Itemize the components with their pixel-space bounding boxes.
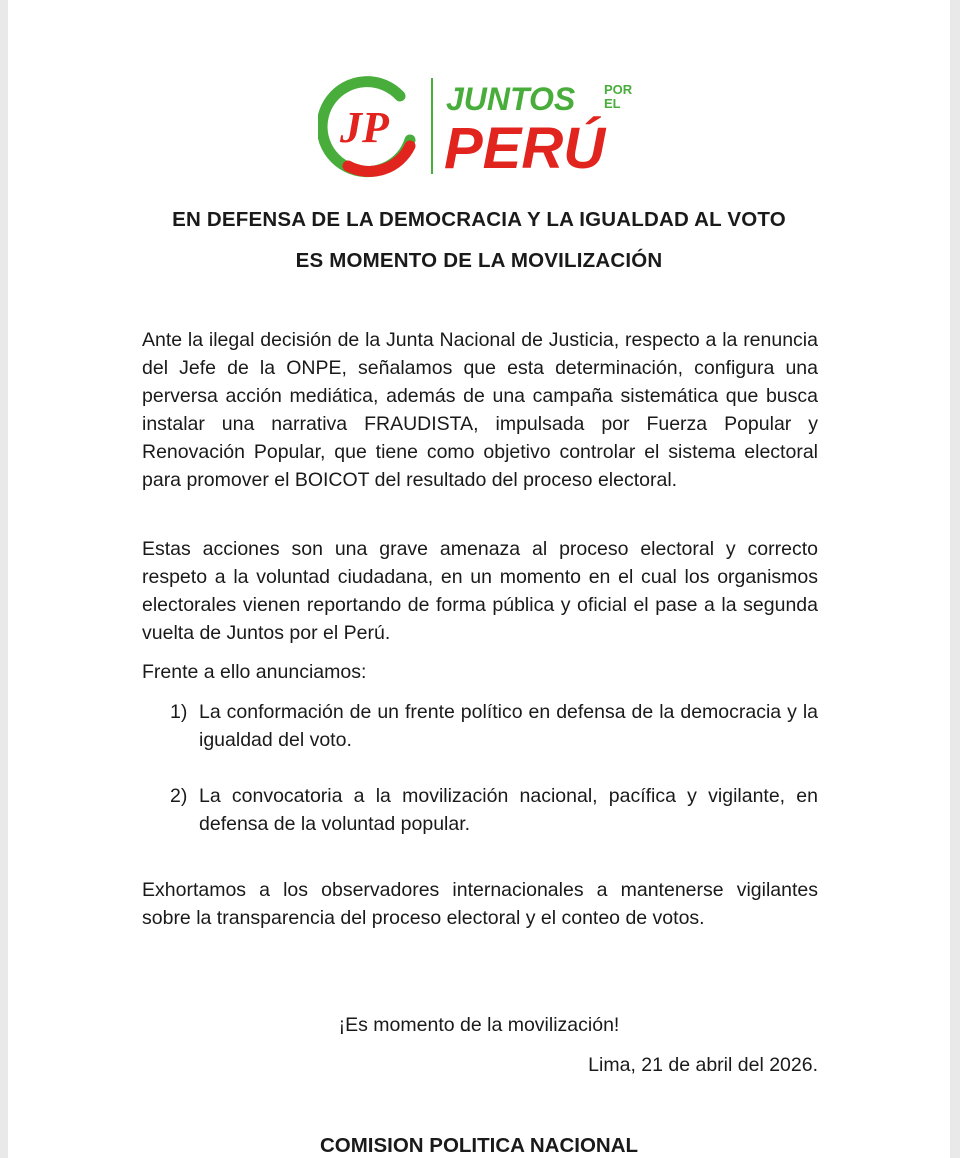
document-title-line2: ES MOMENTO DE LA MOVILIZACIÓN xyxy=(295,249,663,272)
list-item xyxy=(142,698,818,754)
document-title-line1: EN DEFENSA DE LA DEMOCRACIA Y LA IGUALDAD AL VOTO xyxy=(172,208,786,231)
paragraph-4: Exhortamos a los observadores internacionales a mantenerse vigilantes sobre la transparencia del proceso electoral y el conteo de votos. xyxy=(142,879,818,929)
paragraph-1: Ante la ilegal decisión de la Junta Nacional de Justicia, respecto a la renuncia del Jefe de la ONPE, señalamos que esta determinación, configura una perversa acción mediática, además de una campaña sistemática que busca instalar una narrativa FRAUDISTA, impulsada por Fuerza Popular y Renovación Popular, que tiene como objetivo controlar el sistema electoral para promover el BOICOT del resultado del proceso electoral. xyxy=(142,329,818,491)
svg-text:JUNTOS: JUNTOS xyxy=(446,81,576,117)
svg-text:POR: POR xyxy=(604,82,633,97)
list-item-text: La conformación de un frente político en defensa de la democracia y la igualdad del voto. xyxy=(199,701,818,751)
list-intro: Frente a ello anunciamos: xyxy=(142,661,367,683)
signature: COMISION POLITICA NACIONAL xyxy=(319,1134,639,1157)
svg-text:J: J xyxy=(340,103,362,152)
svg-text:EL: EL xyxy=(604,96,621,111)
svg-text:PERÚ: PERÚ xyxy=(444,116,606,180)
svg-text:P: P xyxy=(362,103,389,152)
list-item-number: 1) xyxy=(170,701,188,723)
party-logo xyxy=(318,70,658,180)
list-item-text: La convocatoria a la movilización nacional, pacífica y vigilante, en defensa de la voluntad popular. xyxy=(199,785,818,835)
list-item xyxy=(142,782,818,838)
document-page xyxy=(8,0,950,1158)
date-line: Lima, 21 de abril del 2026. xyxy=(588,1054,818,1076)
closing-line: ¡Es momento de la movilización! xyxy=(338,1014,620,1036)
paragraph-2: Estas acciones son una grave amenaza al proceso electoral y correcto respeto a la voluntad ciudadana, en un momento en el cual los organismos electorales vienen reportando de forma pública y oficial el pase a la segunda vuelta de Juntos por el Perú. xyxy=(142,538,818,644)
list-item-number: 2) xyxy=(170,785,188,807)
